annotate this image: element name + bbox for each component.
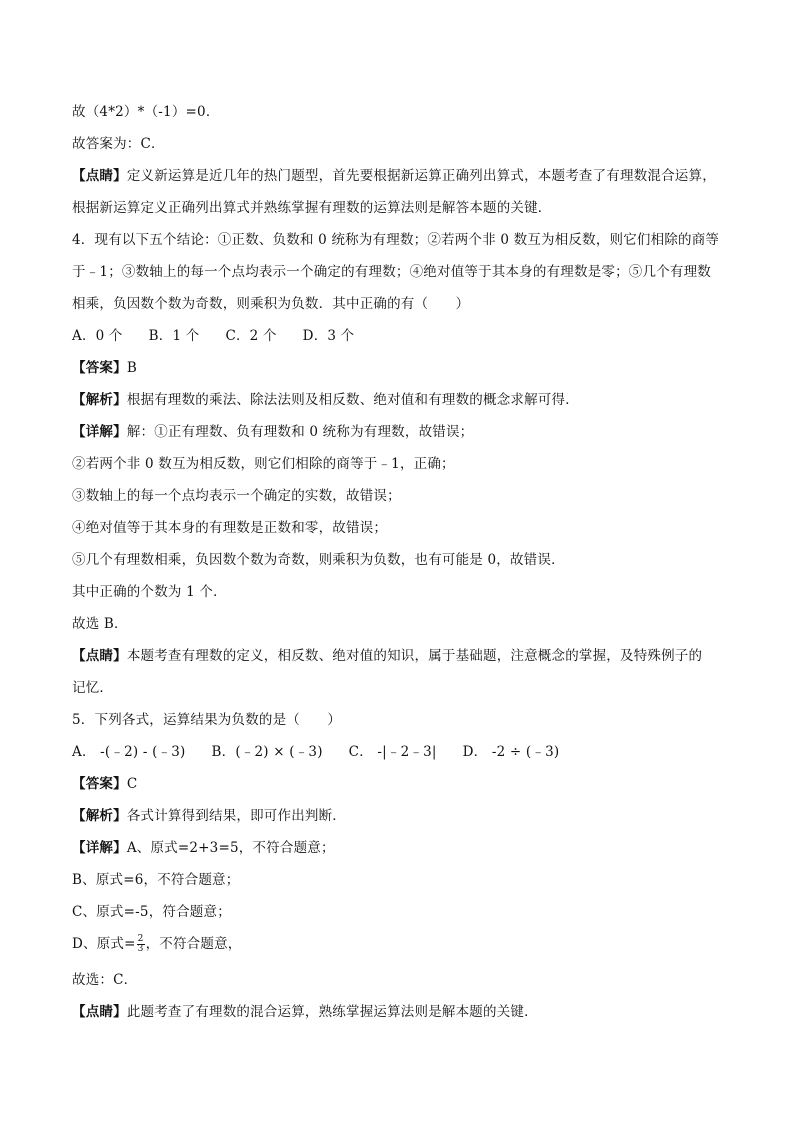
text-content: ，不符合题意，: [145, 936, 242, 952]
section-tag: 【点睛】: [72, 648, 127, 664]
text-content: A、原式=2+3=5，不符合题意；: [126, 840, 335, 856]
text-line: [72, 166, 724, 186]
section-tag: 【解析】: [72, 808, 127, 824]
text-line: ③数轴上的每一个点均表示一个确定的实数，故错误；: [72, 488, 401, 504]
section-tag: 【详解】: [72, 424, 127, 440]
text-content: 定义新运算是近几年的热门题型，首先要根据新运算正确列出算式，本题考查了有理数混合运算，: [126, 168, 716, 184]
text-line: 故选 B．: [72, 616, 128, 632]
question-4-options: [72, 326, 724, 346]
text-line: B、原式=6，不符合题意；: [72, 872, 240, 888]
text-content: 此题考查了有理数的混合运算，熟练掌握运算法则是解本题的关键．: [126, 1004, 538, 1020]
text-line: 根据新运算定义正确列出算式并熟练掌握有理数的运算法则是解答本题的关键．: [72, 200, 552, 216]
comment-line: [72, 646, 724, 666]
detail-line: [72, 838, 724, 858]
fraction-numerator: 2: [137, 934, 144, 944]
question-5-stem: 5．下列各式，运算结果为负数的是（ ）: [72, 712, 342, 728]
option-b: B．(﹣2) × (﹣3): [211, 744, 323, 760]
option-c: C．2 个: [225, 328, 277, 344]
fraction: [137, 935, 145, 954]
text-line: 相乘，负因数个数为奇数，则乘积为负数．其中正确的有（ ）: [72, 296, 470, 312]
text-line: ②若两个非 0 数互为相反数，则它们相除的商等于﹣1，正确；: [72, 456, 455, 472]
text-content: 解：①正有理数、负有理数和 0 统称为有理数，故错误；: [126, 424, 474, 440]
option-a: A． -(﹣2) - (﹣3): [72, 744, 186, 760]
text-content: 各式计算得到结果，即可作出判断．: [126, 808, 347, 824]
text-line: 故（4*2）*（-1）=0．: [72, 104, 220, 120]
detail-line: [72, 422, 724, 442]
section-tag: 【点睛】: [72, 168, 127, 184]
fraction-denominator: 3: [137, 944, 144, 954]
text-line: 于﹣1；③数轴上的每一个点均表示一个确定的有理数；④绝对值等于其本身的有理数是零；⑤几个有理数: [72, 264, 711, 280]
option-d: D．3 个: [302, 328, 355, 344]
answer-line: [72, 774, 724, 794]
section-tag: 【详解】: [72, 840, 127, 856]
text-content: 根据有理数的乘法、除法法则及相反数、绝对值和有理数的概念求解可得．: [126, 392, 579, 408]
section-tag: 【答案】: [72, 360, 127, 376]
text-content: D、原式=: [72, 936, 136, 952]
text-line: 故选：C．: [72, 972, 138, 988]
section-tag: 【解析】: [72, 392, 127, 408]
option-c: C． -|﹣2﹣3|: [348, 744, 437, 760]
text-line: 记忆．: [72, 680, 114, 696]
text-line: 其中正确的个数为 1 个．: [72, 584, 227, 600]
comment-line: [72, 1002, 724, 1022]
answer-value: B: [126, 360, 137, 376]
analysis-line: [72, 390, 724, 410]
answer-value: C: [126, 776, 138, 792]
text-line-with-fraction: [72, 934, 724, 954]
text-line: ④绝对值等于其本身的有理数是正数和零，故错误；: [72, 520, 388, 536]
question-4-stem: 4．现有以下五个结论：①正数、负数和 0 统称为有理数；②若两个非 0 数互为相反数，则它们相除的商等: [72, 232, 720, 248]
answer-line: [72, 358, 724, 378]
option-b: B．1 个: [148, 328, 200, 344]
text-line: C、原式=-5，符合题意；: [72, 904, 231, 920]
section-tag: 【答案】: [72, 776, 127, 792]
section-tag: 【点睛】: [72, 1004, 127, 1020]
option-a: A．0 个: [72, 328, 123, 344]
text-content: 本题考查有理数的定义，相反数、绝对值的知识，属于基础题，注意概念的掌握，及特殊例子的: [126, 648, 703, 664]
option-d: D． -2 ÷ (﹣3): [462, 744, 560, 760]
question-5-options: [72, 742, 724, 762]
analysis-line: [72, 806, 724, 826]
text-line: ⑤几个有理数相乘，负因数个数为奇数，则乘积为负数，也有可能是 0，故错误．: [72, 552, 565, 568]
text-line: 故答案为：C．: [72, 136, 165, 152]
